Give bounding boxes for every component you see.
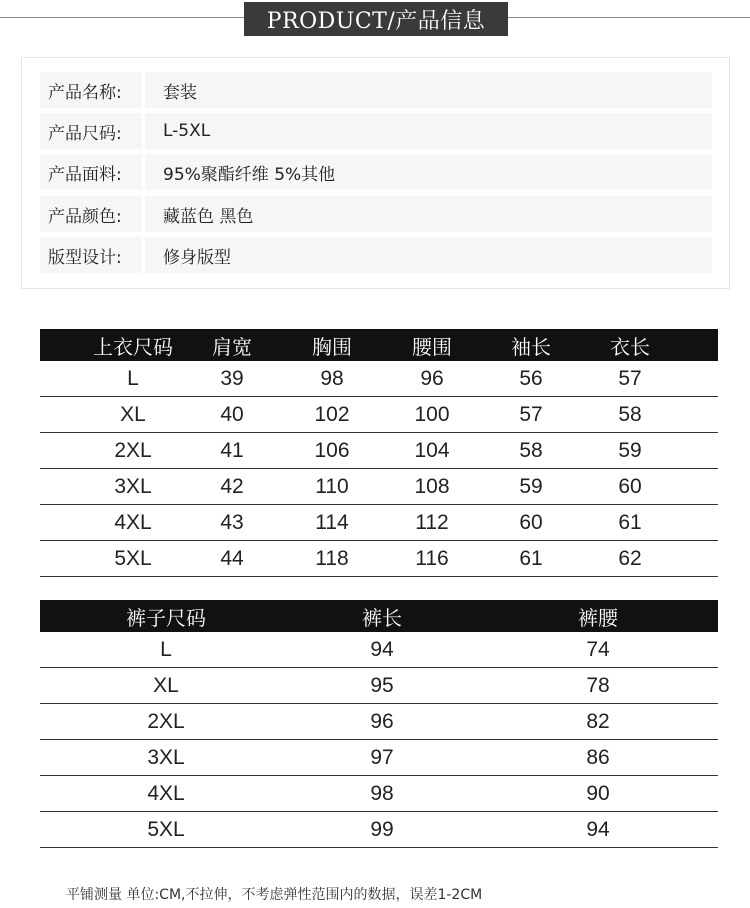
top-size-table — [40, 329, 718, 577]
measurement-cell: 60 — [618, 474, 642, 498]
info-row-name — [40, 72, 712, 108]
pants-size-table — [40, 600, 718, 848]
info-value: 套装 — [163, 82, 197, 103]
info-label: 版型设计: — [48, 247, 122, 268]
column-header: 胸围 — [312, 334, 352, 359]
measurement-cell: 78 — [586, 673, 610, 697]
size-cell: 5XL — [114, 546, 152, 570]
info-row-fabric — [40, 154, 712, 190]
column-header: 袖长 — [511, 334, 551, 359]
info-value: 藏蓝色 黑色 — [163, 206, 254, 227]
measurement-cell: 57 — [618, 366, 642, 390]
measurement-cell: 96 — [370, 709, 394, 733]
measurement-cell: 98 — [370, 781, 394, 805]
size-cell: XL — [120, 402, 146, 426]
size-cell: 3XL — [147, 745, 185, 769]
table-row — [40, 740, 718, 776]
measurement-cell: 59 — [618, 438, 642, 462]
table-row — [40, 668, 718, 704]
info-row-size — [40, 113, 712, 149]
measurement-cell: 61 — [618, 510, 642, 534]
measurement-cell: 114 — [315, 510, 349, 534]
section-title: PRODUCT/产品信息 — [244, 2, 508, 36]
table-header-row — [40, 329, 718, 361]
info-label: 产品尺码: — [48, 123, 122, 144]
size-cell: 5XL — [147, 817, 185, 841]
measurement-cell: 58 — [618, 402, 642, 426]
size-cell: 2XL — [147, 709, 185, 733]
table-row — [40, 469, 718, 505]
size-cell: 4XL — [147, 781, 185, 805]
measurement-cell: 39 — [220, 366, 244, 390]
size-cell: L — [127, 366, 139, 390]
info-label: 产品面料: — [48, 164, 122, 185]
measurement-cell: 94 — [370, 637, 394, 661]
measurement-cell: 106 — [314, 438, 350, 462]
info-row-fit — [40, 237, 712, 273]
measurement-cell: 60 — [519, 510, 543, 534]
table-row — [40, 397, 718, 433]
table-row — [40, 704, 718, 740]
size-cell: 3XL — [114, 474, 152, 498]
table-row — [40, 433, 718, 469]
measurement-note: 平铺测量 单位:CM,不拉伸，不考虑弹性范围内的数据，误差1-2CM — [66, 887, 483, 903]
info-value: 修身版型 — [163, 247, 231, 268]
column-header: 腰围 — [412, 334, 452, 359]
size-cell: 2XL — [114, 438, 152, 462]
measurement-cell: 116 — [415, 546, 449, 570]
measurement-cell: 98 — [320, 366, 344, 390]
product-info-card — [21, 57, 730, 289]
column-header: 肩宽 — [212, 334, 252, 359]
measurement-cell: 100 — [414, 402, 450, 426]
measurement-cell: 44 — [220, 546, 244, 570]
table-row — [40, 505, 718, 541]
column-header: 上衣尺码 — [93, 334, 173, 359]
table-row — [40, 632, 718, 668]
measurement-cell: 42 — [220, 474, 244, 498]
measurement-cell: 95 — [370, 673, 394, 697]
measurement-cell: 62 — [618, 546, 642, 570]
info-value: 95%聚酯纤维 5%其他 — [163, 164, 336, 185]
measurement-cell: 59 — [519, 474, 543, 498]
size-cell: L — [160, 637, 172, 661]
info-label: 产品颜色: — [48, 206, 122, 227]
table-row — [40, 361, 718, 397]
table-header-row — [40, 600, 718, 632]
column-header: 裤腰 — [578, 605, 618, 630]
column-header: 裤子尺码 — [126, 605, 206, 630]
measurement-cell: 61 — [519, 546, 543, 570]
measurement-cell: 86 — [586, 745, 610, 769]
measurement-cell: 56 — [519, 366, 543, 390]
measurement-cell: 40 — [220, 402, 244, 426]
measurement-cell: 43 — [220, 510, 244, 534]
measurement-cell: 99 — [370, 817, 394, 841]
measurement-cell: 82 — [586, 709, 610, 733]
measurement-cell: 94 — [586, 817, 610, 841]
measurement-cell: 57 — [519, 402, 543, 426]
measurement-cell: 97 — [370, 745, 394, 769]
header-divider-right — [508, 17, 750, 18]
table-row — [40, 541, 718, 577]
column-header: 衣长 — [610, 334, 650, 359]
measurement-cell: 58 — [519, 438, 543, 462]
info-label: 产品名称: — [48, 82, 122, 103]
table-row — [40, 776, 718, 812]
table-row — [40, 812, 718, 848]
measurement-cell: 96 — [420, 366, 444, 390]
measurement-cell: 110 — [315, 474, 349, 498]
measurement-cell: 74 — [586, 637, 610, 661]
info-value: L-5XL — [163, 121, 211, 141]
column-header: 裤长 — [362, 605, 402, 630]
measurement-cell: 112 — [415, 510, 449, 534]
measurement-cell: 118 — [315, 546, 349, 570]
measurement-cell: 104 — [414, 438, 450, 462]
measurement-cell: 102 — [314, 402, 350, 426]
header-divider-left — [0, 17, 244, 18]
measurement-cell: 90 — [586, 781, 610, 805]
measurement-cell: 41 — [220, 438, 244, 462]
measurement-cell: 108 — [414, 474, 450, 498]
size-cell: XL — [153, 673, 179, 697]
size-cell: 4XL — [114, 510, 152, 534]
info-row-color — [40, 196, 712, 232]
